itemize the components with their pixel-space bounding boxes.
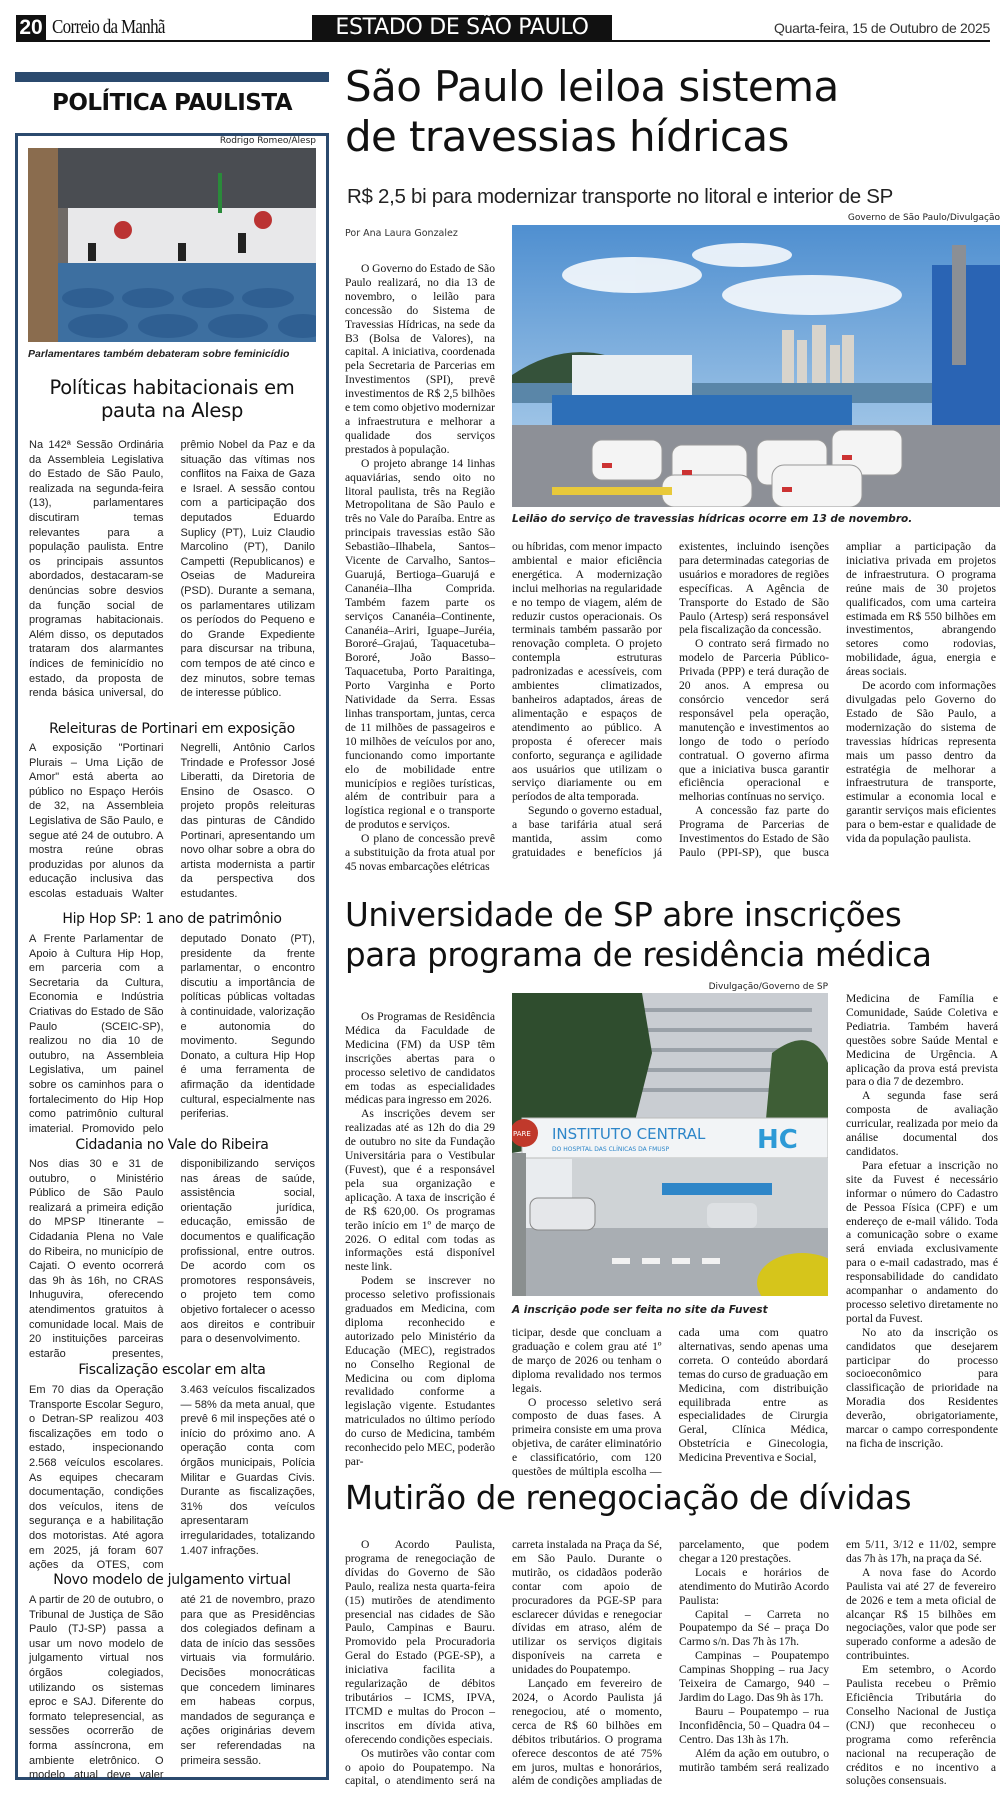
article-body-columns (345, 1538, 996, 1788)
article-body-columns (512, 1326, 828, 1479)
sidebar-story-body (29, 1157, 315, 1361)
headline-line: São Paulo leiloa sistema (345, 62, 839, 111)
article-headline (345, 895, 1003, 975)
paragraph: O processo seletivo será composto de duas fases. A primeira consiste em uma prova objetiva, de caráter eliminatório e classificatório, com 120 questões de múltipla escolha — cada uma com quatro alternativas, sendo apenas uma correta. O conteúdo abordará temas do curso de graduação em Medicina, com distribuição equilibrada entre as especialidades de Cirurgia Geral, Clínica Médica, Obstetrícia e Ginecologia, Medicina Preventiva e Social, (512, 1326, 828, 1479)
article-body-column (345, 1010, 495, 1469)
paragraph: O plano de concessão prevê a substituição da frota atual por 45 novas embarcações elétricas (345, 832, 495, 873)
sidebar-heading: Cidadania no Vale do Ribeira (75, 1137, 269, 1153)
byline: Por Ana Laura Gonzalez (345, 228, 458, 239)
paragraph: De acordo com informações divulgadas pelo Governo do Estado de São Paulo, a modernização do sistema de travessias hídricas representa mais um passo dentro da estratégia de melhorar a infraestrutura de transporte, estimular a economia local e garantir serviços mais eficientes para o bem-estar e qualidade de vida da população paulista. (846, 679, 996, 846)
sidebar-story-body (29, 438, 315, 701)
paragraph: Os mutirões vão contar com o apoio do Poupatempo. Na capital, o atendimento será na carreta instalada na Praça da Sé, em São Paulo. Durante o mutirão, os cidadãos poderão contar com apoio de procuradores da PGE-SP para esclarecer dúvidas e renegociar dívidas em atraso, além de utilizar os serviços digitais disponíveis na carreta e unidades do Poupatempo. (345, 1538, 662, 1788)
section-label: ESTADO DE SÃO PAULO (312, 15, 612, 40)
headline-line: de travessias hídricas (345, 112, 789, 161)
sidebar-photo-credit: Rodrigo Romeo/Alesp (219, 136, 316, 146)
paragraph: O Acordo Paulista, programa de renegociação de dívidas do Governo de São Paulo, realiza nesta quarta-feira (15) mutirões de atendimento presencial nas cidades de São Paulo, Campinas e Bauru. Promovido pela Procuradoria Geral do Estado (PGE-SP), a iniciativa facilita a regularização de débitos tributários – ICMS, IPVA, ITCMD e multas do Procon – inscritos em dívida ativa, oferecendo condições especiais. (345, 1538, 495, 1746)
sidebar-accent-bar (15, 72, 329, 82)
paragraph: O Governo do Estado de São Paulo realizará, no dia 13 de novembro, o leilão para concessão do Sistema de Travessias Hídricas, na sede da B3 (Bolsa de Valores), na capital. A iniciativa, coordenada pela Secretaria de Parcerias em Investimentos (SPI), prevê investimentos de R$ 2,5 bilhões e tem como objetivo modernizar a infraestrutura e melhorar a qualidade dos serviços prestados à população. (345, 262, 495, 456)
edition-date: Quarta-feira, 15 de Outubro de 2025 (774, 20, 990, 36)
paragraph: Para efetuar a inscrição no site da Fuvest é necessário informar o número do Cadastro de Pessoa Física (CPF) e um endereço de e-mail válido. Toda a comunicação sobre o exame será enviada exclusivamente para o e-mail cadastrado, mas é responsabilidade do candidato acompanhar o andamento do processo seletivo diretamente no portal da Fuvest. (846, 1158, 998, 1325)
paragraph: O contrato será firmado no modelo de Parceria Público-Privada (PPP) e terá duração de 20 anos. A empresa ou consórcio vencedor será responsável pela operação, manutenção e investimentos ao longo de todo o período contratual. O governo afirma que a iniciativa busca garantir eficiência operacional e melhorias contínuas no serviço. (679, 637, 829, 804)
article-subtitle: R$ 2,5 bi para modernizar transporte no litoral e interior de SP (347, 185, 893, 208)
photo-sign-subtext: DO HOSPITAL DAS CLÍNICAS DA FMUSP (552, 1146, 670, 1153)
story-text: Em 70 dias da Operação Transporte Escolar Seguro, o Detran-SP realizou 403 fiscalizações em todo o estado, inspecionando 2.568 veículos escolares. As equipes checaram documentação, condições dos veículos, itens de segurança e a habilitação dos motoristas. Até agora em 2025, já foram 607 ações da OTES, com 3.463 veículos fiscalizados — 58% da meta anual, que prevê 6 mil inspeções até o início do próximo ano. A operação conta com órgãos municipais, Polícia Militar e Guardas Civis. Durante as fiscalizações, 31% dos veículos apresentaram irregularidades, totalizando 1.407 infrações. (29, 1384, 315, 1572)
sidebar-heading: Novo modelo de julgamento virtual (53, 1572, 291, 1588)
ferry-photo (512, 225, 1000, 507)
paragraph: Bauru – Poupatempo – rua Inconfidência, 50 – Quadra 04 – Centro. Das 13h às 17h. (679, 1704, 829, 1746)
article-headline: Mutirão de renegociação de dívidas (345, 1479, 912, 1517)
paragraph: Lançado em fevereiro de 2024, o Acordo Paulista já renegociou, até o momento, cerca de R$ 60 bilhões em débitos tributários. O programa oferece descontos de até 75% em juros, multas e honorários, além de condições ampliadas de parcelamento, que podem chegar a 120 prestações. (512, 1538, 829, 1788)
paragraph: Segundo o governo estadual, a base tarifária atual será mantida, assim como gratuidades e benefícios já existentes, incluindo isenções para determinadas categorias de usuários e moradores de regiões específicas. A Agência de Transporte do Estado de São Paulo (Artesp) será responsável pela fiscalização da concessão. (512, 540, 829, 859)
photo-credit: Divulgação/Governo de SP (708, 982, 828, 992)
article-body-column (846, 992, 998, 1451)
sidebar-story-body (29, 932, 315, 1136)
sidebar-title: POLÍTICA PAULISTA (51, 90, 293, 116)
story-text: A partir de 20 de outubro, o Tribunal de Justiça de São Paulo (TJ-SP) passa a usar um novo modelo de julgamento virtual nos órgãos colegiados, utilizando os sistemas eproc e SAJ. Diferente do formato telepresencial, as sessões ocorrerão de forma assíncrona, em ambiente eletrônico. O modelo atual deve valer até 21 de novembro, prazo para que as Presidências dos colegiados definam a data de início das sessões virtuais via formulário. Decisões monocráticas que concedem liminares em habeas corpus, mandados de segurança e ações originárias devem ser referendadas na primeira sessão. (29, 1594, 315, 1782)
article-headline (345, 62, 1003, 162)
sidebar-photo-caption: Parlamentares também debateram sobre feminicídio (28, 348, 290, 360)
sidebar-heading: Hip Hop SP: 1 ano de patrimônio (62, 911, 282, 927)
paragraph: O projeto abrange 14 linhas aquaviárias, sendo oito no litoral paulista, três na Região Metropolitana de São Paulo e três no Vale do Paraíba. Entre as principais travessias estão São Sebastião–Ilhabela, Santos–Vicente de Carvalho, Santos–Guarujá, Bertioga–Guarujá e Cananéia–Ilha Comprida. Também fazem parte os serviços Cananéia–Continente, Cananéia–Ariri, Iguape–Juréia, Bororé–Grajaú, Taquacetuba–Bororé, João Basso–Taquacetuba, Porto Paraitinga, Porto Varginha e Porto Natividade da Serra. Essas linhas transportam, juntas, cerca de 11 milhões de passageiros e 10 milhões de veículos por ano, funcionando como importante elo de mobilidade entre municípios e regiões turísticas, além de contribuir para a logística regional e o transporte de produtos e serviços. (345, 456, 495, 832)
paragraph: ticipar, desde que concluam a graduação e colem grau até 1º de março de 2026 ou tenham o diploma revalidado nos termos legais. (512, 1326, 662, 1395)
photo-caption: Leilão do serviço de travessias hídricas ocorre em 13 de novembro. (512, 513, 913, 525)
paragraph: Capital – Carreta no Poupatempo da Sé – praça Do Carmo s/n. Das 7h às 17h. (679, 1607, 829, 1649)
headline-line: para programa de residência médica (345, 936, 932, 974)
paragraph: Os Programas de Residência Médica da Faculdade de Medicina (FM) da USP têm inscrições abertas para o processo seletivo de candidatos em todas as especialidades médicas para ingresso em 2026. (345, 1010, 495, 1107)
sidebar-story-body (29, 741, 315, 902)
story-text: Na 142ª Sessão Ordinária da Assembleia Legislativa do Estado de São Paulo, realizada na segunda-feira (13), parlamentares discutiram temas relevantes para a população paulista. Entre os principais assuntos abordados, destacaram-se denúncias sobre desvios da função social de programas habitacionais. Além disso, os deputados trataram dos alarmantes índices de feminicídio no estado, da proposta de renda básica universal, do prêmio Nobel da Paz e da situação das vítimas nos conflitos na Faixa de Gaza e Israel. A sessão contou com a participação dos deputados Eduardo Suplicy (PT), Luiz Claudio Marcolino (PT), Danilo Campetti (Republicanos) e Oseias de Madureira (PSD). Durante a semana, os parlamentares utilizam os períodos do Pequeno e do Grande Expediente para discursar na tribuna, com tempos de até cinco e dez minutos, sobre temas de interesse público. (29, 439, 315, 700)
page-number: 20 (16, 15, 46, 40)
paragraph: Campinas – Poupatempo Campinas Shopping – rua Jacy Teixeira de Camargo, 940 – Jardim do Lago. Das 9h às 17h. (679, 1649, 829, 1704)
paragraph: A segunda fase será composta de avaliação curricular, realizada por meio da análise documental dos candidatos. (846, 1089, 998, 1158)
photo-logo-text: HC (757, 1125, 798, 1155)
stop-sign-text: PARE (513, 1130, 531, 1138)
paragraph: A nova fase do Acordo Paulista vai até 27 de fevereiro de 2026 e tem a meta oficial de alcançar R$ 15 bilhões em negociações, valor que pode ser superado conforme a adesão de contribuintes. (846, 1565, 996, 1663)
story-text: A Frente Parlamentar de Apoio à Cultura Hip Hop, em parceria com a Secretaria da Cultura, Economia e Indústria Criativas do Estado de São Paulo (SCEIC-SP), realizou no dia 10 de outubro, na Assembleia Legislativa, um painel sobre os caminhos para o fortalecimento do Hip Hop como patrimônio cultural imaterial. Promovido pelo deputado Donato (PT), presidente da frente parlamentar, o encontro discutiu a importância de políticas públicas voltadas à continuidade, valorização e autonomia do movimento. Segundo Donato, a cultura Hip Hop é uma ferramenta de afirmação da identidade cultural, especialmente nas periferias. (29, 933, 315, 1135)
paragraph: Em setembro, o Acordo Paulista recebeu o Prêmio Eficiência Tributária do Conselho Nacional de Justiça (CNJ) que reconheceu o programa como referência nacional na recuperação de créditos e no incentivo a soluções consensuais. (846, 1663, 996, 1788)
photo-sign-text: INSTITUTO CENTRAL (552, 1125, 706, 1143)
article-body-column (345, 262, 495, 874)
sidebar-photo (28, 148, 316, 342)
paragraph: As inscrições devem ser realizadas até as 12h do dia 29 de outubro no site da Fundação Universitária para o Vestibular (Fuvest), que é a responsável pela sua organização e aplicação. A taxa de inscrição é de R$ 620,00. Os programas terão início em 1º de março de 2026. O edital com todas as informações está disponível neste link. (345, 1107, 495, 1274)
paragraph: A concessão faz parte do Programa de Parcerias de Investimentos do Estado de São Paulo (PPI-SP), que busca ampliar a participação da iniciativa privada em projetos de infraestrutura. O programa reúne mais de 30 projetos qualificados, com uma carteira estimada em R$ 550 bilhões em investimentos, abrangendo setores como rodovias, mobilidade, água, energia e áreas sociais. (679, 540, 996, 859)
story-text: A exposição "Portinari Plurais – Uma Lição de Amor" está aberta ao público no Espaço Heróis de 32, na Assembleia Legislativa de São Paulo, e segue até 24 de outubro. A mostra reúne obras produzidas por alunos da educação inclusiva das escolas estaduais Walter Negrelli, Antônio Carlos Trindade e Professor José Liberatti, da Diretoria de Ensino de Osasco. O projeto propôs releituras das pinturas de Cândido Portinari, apresentando um novo olhar sobre a obra do artista modernista a partir da perspectiva dos estudantes. (29, 742, 315, 900)
story-text: Nos dias 30 e 31 de outubro, o Ministério Público de São Paulo realizará a primeira edição do MPSP Itinerante – Cidadania Plena no Vale do Ribeira, no município de Cajati. O evento ocorrerá das 9h às 16h, no CRAS Inhuguvira, oferecendo atendimentos gratuitos à comunidade local. Mais de 20 instituições parceiras estarão presentes, disponibilizando serviços nas áreas de saúde, assistência social, orientação jurídica, educação, emissão de documentos e qualificação profissional, entre outros. De acordo com os promotores responsáveis, o projeto tem como objetivo fortalecer o acesso aos direitos e contribuir para o desenvolvimento. (29, 1158, 315, 1360)
newspaper-logo: Correio da Manhã (52, 16, 165, 38)
sidebar-story-body (29, 1383, 315, 1573)
sidebar-heading: Releituras de Portinari em exposição (49, 721, 295, 737)
article-body-columns (512, 540, 996, 860)
paragraph: No ato da inscrição os candidatos que desejarem participar do processo socioeconômico para classificação de prioridade na Moradia dos Residentes deverão, obrigatoriamente, marcar o campo correspondente na ficha de inscrição. (846, 1325, 998, 1450)
hospital-photo (512, 993, 828, 1296)
paragraph: Podem se inscrever no processo seletivo profissionais graduados em Medicina, com diploma reconhecido e autorizado pelo Ministério da Educação (MEC), registrados no Conselho Regional de Medicina ou com diploma revalidado conforme a legislação vigente. Estudantes matriculados no último período do curso de Medicina, também reconhecido pelo MEC, poderão par- (345, 1274, 495, 1468)
paragraph: Além da ação em outubro, o mutirão também será realizado em 5/11, 3/12 e 11/02, sempre das 7h às 17h, na praça da Sé. (679, 1538, 996, 1774)
sidebar-heading: Fiscalização escolar em alta (78, 1362, 266, 1378)
photo-caption: A inscrição pode ser feita no site da Fuvest (512, 1304, 768, 1316)
headline-line: Universidade de SP abre inscrições (345, 896, 902, 934)
photo-credit: Governo de São Paulo/Divulgação (847, 213, 1000, 223)
sidebar-heading: Políticas habitacionais em pauta na Alesp (49, 376, 295, 422)
paragraph: ou híbridas, com menor impacto ambiental e maior eficiência energética. A modernização inclui melhorias na regularidade e no tempo de viagem, além de reduzir custos operacionais. Os terminais também passarão por renovação completa. O projeto contempla estruturas padronizadas e acessíveis, com ambientes climatizados, banheiros adaptados, áreas de alimentação e espaços de atendimento ao público. A proposta é oferecer mais conforto, segurança e agilidade aos usuários que utilizam o serviço diariamente ou em períodos de alta temporada. (512, 540, 662, 804)
paragraph: Locais e horários de atendimento do Mutirão Acordo Paulista: (679, 1565, 829, 1607)
paragraph: Medicina de Família e Comunidade, Saúde Coletiva e Pediatria. Também haverá questões sobre Saúde Mental e Medicina de Urgência. A aplicação da prova está prevista para o dia 7 de dezembro. (846, 992, 998, 1089)
header-rule (16, 40, 990, 42)
sidebar-story-body (29, 1593, 315, 1783)
